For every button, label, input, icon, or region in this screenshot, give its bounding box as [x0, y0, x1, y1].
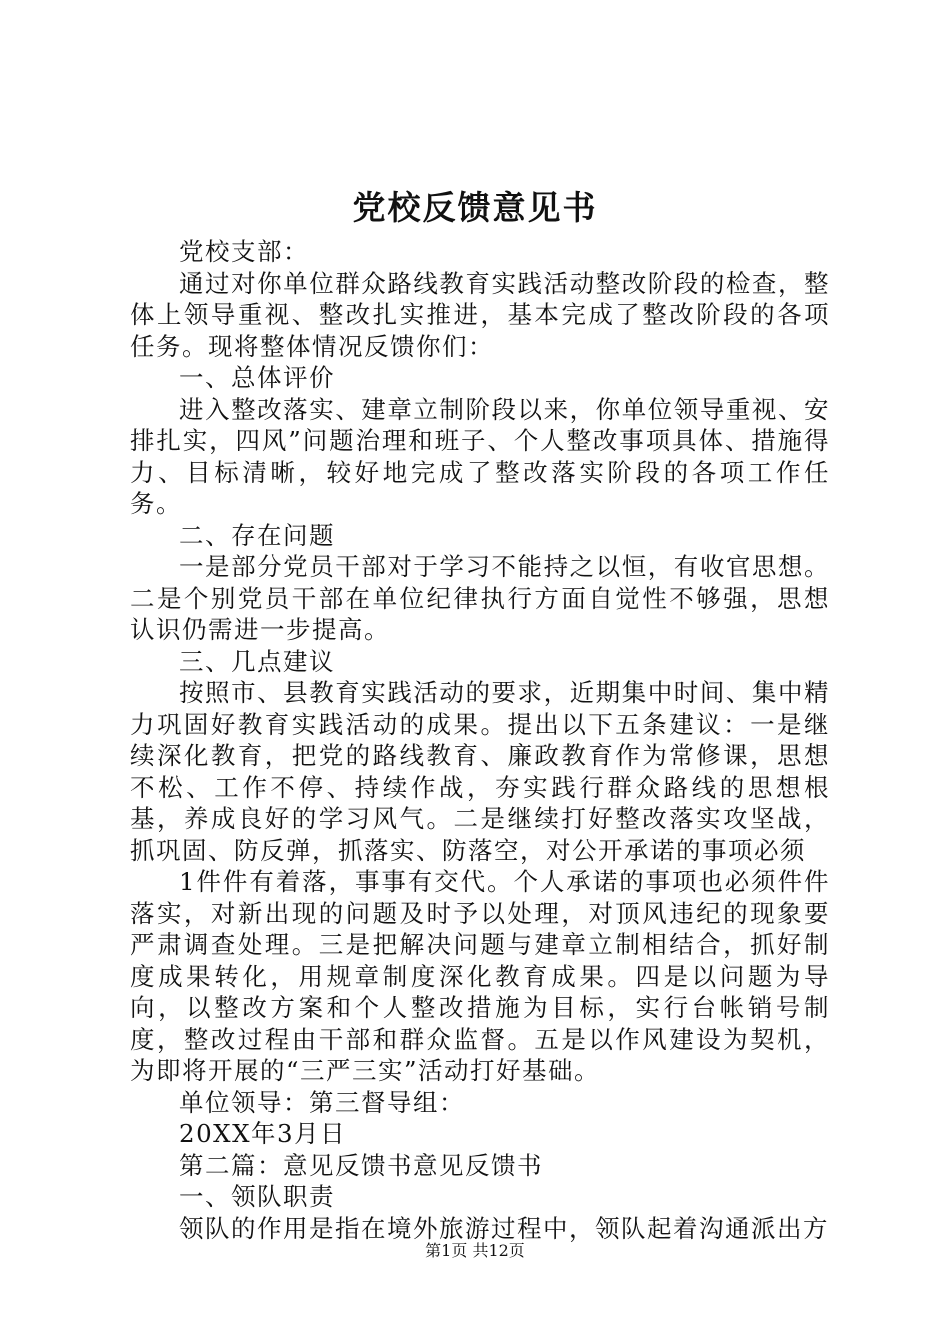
leader-duties-paragraph: 领队的作用是指在境外旅游过程中，领队起着沟通派出方 [179, 1213, 829, 1243]
document-title: 党校反馈意见书 [352, 188, 598, 227]
page-footer: 第1页 共12页 [425, 1241, 525, 1260]
evaluation-paragraph: 进入整改落实、建章立制阶段以来，你单位领导重视、安排扎实，四风”问题治理和班子、个人整改事项具体、措施得力、目标清晰，较好地完成了整改落实阶段的各项工作任务。 [130, 394, 830, 518]
suggestions-paragraph: 按照市、县教育实践活动的要求，近期集中时间、集中精力巩固好教育实践活动的成果。提出以下五条建议：一是继续深化教育，把党的路线教育、廉政教育作为常修课，思想不松、工作不停、持续作战，夯实践行群众路线的思想根基，养成良好的学习风气。二是继续打好整改落实攻坚战，抓巩固、防反弹，抓落实、防落空，对公开承诺的事项必须 [130, 678, 830, 865]
suggestions-continued-paragraph: 1件件有着落，事事有交代。个人承诺的事项也必须件件落实，对新出现的问题及时予以处理，对顶风违纪的现象要严肃调查处理。三是把解决问题与建章立制相结合，抓好制度成果转化，用规章制度深化教育成果。四是以问题为导向，以整改方案和个人整改措施为目标，实行台帐销号制度，整改过程由干部和群众监督。五是以作风建设为契机，为即将开展的“三严三实”活动打好基础。 [130, 867, 830, 1085]
intro-paragraph: 通过对你单位群众路线教育实践活动整改阶段的检查，整体上领导重视、整改扎实推进，基本完成了整改阶段的各项任务。现将整体情况反馈你们： [130, 268, 830, 361]
section-heading-evaluation: 一、总体评价 [179, 363, 335, 392]
section-heading-problems: 二、存在问题 [179, 520, 335, 550]
section-heading-suggestions: 三、几点建议 [179, 646, 335, 676]
date-line: 20XX年3月日 [179, 1119, 347, 1148]
signature-line: 单位领导：第三督导组： [179, 1087, 465, 1117]
section-heading-leader-duties: 一、领队职责 [179, 1182, 335, 1211]
salutation: 党校支部： [179, 237, 309, 266]
second-article-heading: 第二篇：意见反馈书意见反馈书 [179, 1150, 543, 1180]
problems-paragraph: 一是部分党员干部对于学习不能持之以恒，有收官思想。二是个别党员干部在单位纪律执行方面自觉性不够强，思想认识仍需进一步提高。 [130, 552, 830, 644]
document-body [130, 236, 830, 1244]
